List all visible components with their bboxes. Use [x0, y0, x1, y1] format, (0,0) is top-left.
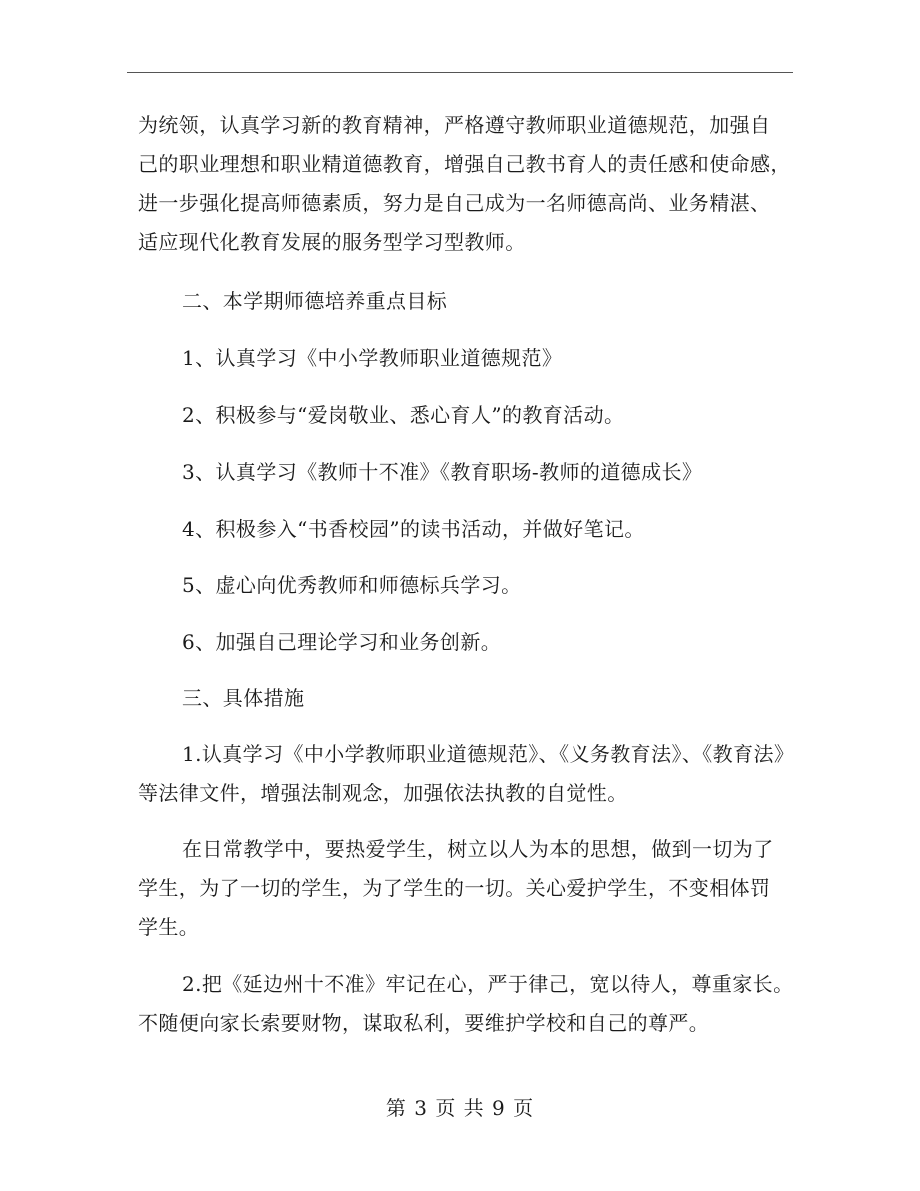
page-number: 第 3 页 共 9 页	[385, 1096, 535, 1120]
list-item: 3、认真学习《教师十不准》《教育职场-教师的道德成长》	[182, 460, 703, 484]
section-heading: 三、具体措施	[182, 686, 305, 710]
paragraph-line: 学生。	[138, 915, 200, 939]
section-heading: 二、本学期师德培养重点目标	[182, 289, 448, 313]
paragraph-line: 进一步强化提高师德素质，努力是自己成为一名师德高尚、业务精湛、	[138, 191, 771, 215]
header-rule	[127, 72, 793, 73]
paragraph-line: 己的职业理想和职业精道德教育，增强自己教书育人的责任感和使命感，	[138, 152, 791, 176]
paragraph-line: 1.认真学习《中小学教师职业道德规范》、《义务教育法》、《教育法》	[182, 742, 795, 766]
paragraph-line: 等法律文件，增强法制观念，加强依法执教的自觉性。	[138, 781, 628, 805]
list-item: 4、积极参入“书香校园”的读书活动，并做好笔记。	[182, 517, 645, 541]
paragraph-line: 学生，为了一切的学生，为了学生的一切。关心爱护学生，不变相体罚	[138, 876, 771, 900]
paragraph-line: 为统领，认真学习新的教育精神，严格遵守教师职业道德规范，加强自	[138, 113, 771, 137]
paragraph-line: 不随便向家长索要财物，谋取私利，要维护学校和自己的尊严。	[138, 1011, 710, 1035]
list-item: 6、加强自己理论学习和业务创新。	[182, 630, 502, 654]
paragraph-line: 2.把《延边州十不准》牢记在心，严于律己，宽以待人，尊重家长。	[182, 972, 794, 996]
paragraph-line: 适应现代化教育发展的服务型学习型教师。	[138, 230, 526, 254]
paragraph-line: 在日常教学中，要热爱学生，树立以人为本的思想，做到一切为了	[182, 837, 774, 861]
list-item: 2、积极参与“爱岗敬业、悉心育人”的教育活动。	[182, 403, 625, 427]
list-item: 1、认真学习《中小学教师职业道德规范》	[182, 346, 563, 370]
list-item: 5、虚心向优秀教师和师德标兵学习。	[182, 573, 522, 597]
